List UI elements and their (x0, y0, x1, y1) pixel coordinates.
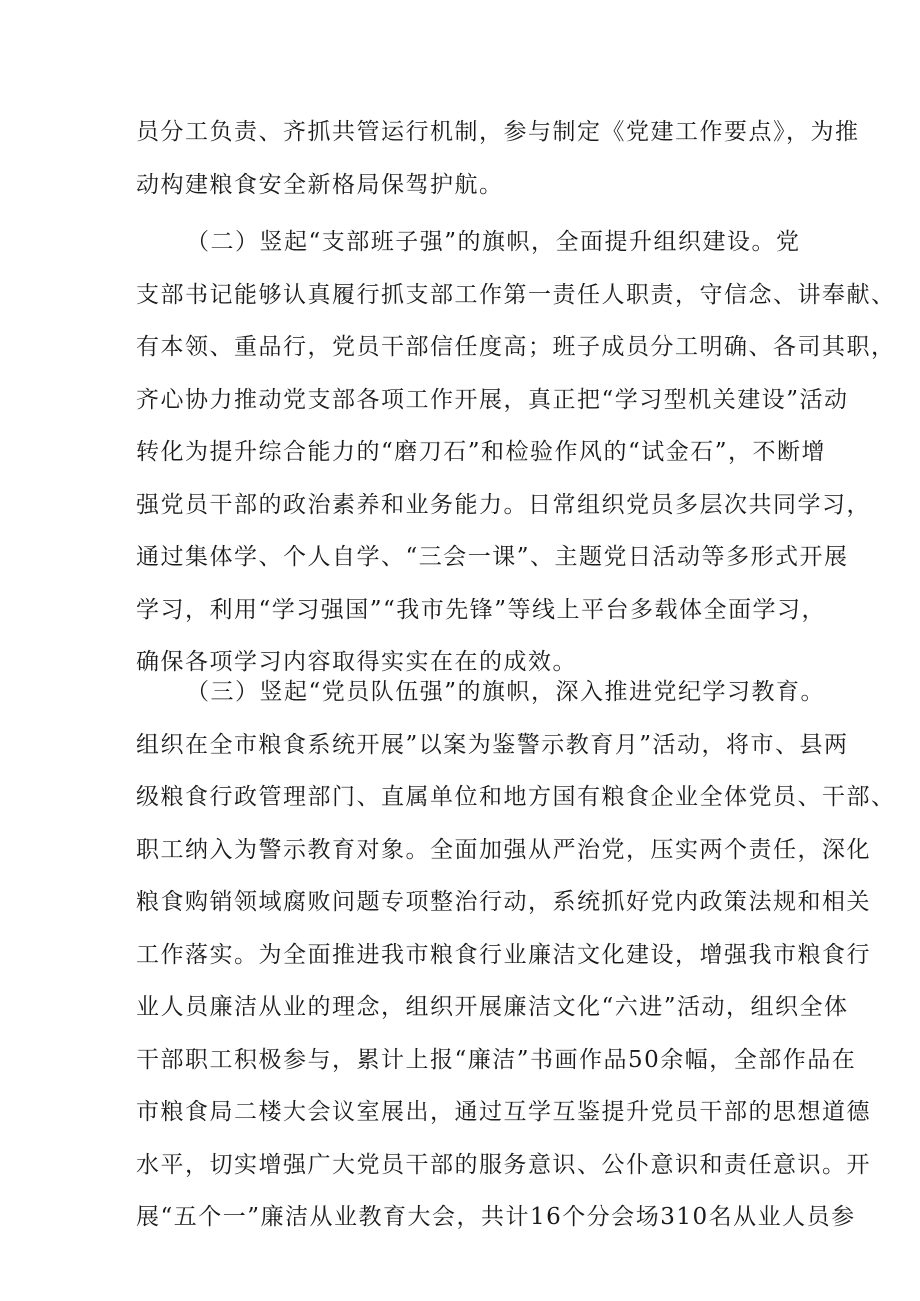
paragraph-2-organization-building (136, 216, 896, 689)
text-line: 支部书记能够认真履行抓支部工作第一责任人职责，守信念、讲奉献、 (136, 281, 896, 308)
text-line: 干部职工积极参与，累计上报“廉洁”书画作品50余幅，全部作品在 (136, 1046, 857, 1073)
text-line: 强党员干部的政治素养和业务能力。日常组织党员多层次共同学习， (136, 491, 871, 518)
text-line: 粮食购销领域腐败问题专项整治行动，系统抓好党内政策法规和相关 (136, 889, 871, 915)
text-line: 市粮食局二楼大会议室展出，通过互学互鉴提升党员干部的思想道德 (136, 1099, 871, 1125)
text-line: 业人员廉洁从业的理念，组织开展廉洁文化“六进”活动，组织全体 (136, 994, 849, 1020)
text-line: 动构建粮食安全新格局保驾护航。 (136, 171, 504, 198)
paragraph-3-party-discipline-education (136, 666, 896, 1244)
text-line: 员分工负责、齐抓共管运行机制，参与制定《党建工作要点》，为推 (136, 119, 860, 145)
text-line: 通过集体学、个人自学、“三会一课”、主题党日活动等多形式开展 (136, 544, 849, 570)
paragraph-heading-line: （三）竖起“党员队伍强”的旗帜，深入推进党纪学习教育。 (186, 679, 826, 705)
text-line: 展“五个一”廉洁从业教育大会，共计16个分会场310名从业人员参 (136, 1204, 856, 1230)
text-line: 齐心协力推动党支部各项工作开展，真正把“学习型机关建设”活动 (136, 386, 849, 413)
text-line: 职工纳入为警示教育对象。全面加强从严治党，压实两个责任，深化 (136, 836, 871, 863)
text-line: 学习，利用“学习强国”“我市先锋”等线上平台多载体全面学习， (136, 596, 827, 623)
paragraph-1 (136, 106, 860, 211)
text-line: 工作落实。为全面推进我市粮食行业廉洁文化建设，增强我市粮食行 (136, 941, 871, 968)
text-line: 确保各项学习内容取得实实在在的成效。 (136, 649, 577, 675)
text-line: 级粮食行政管理部门、直属单位和地方国有粮食企业全体党员、干部、 (136, 784, 896, 810)
text-line: 水平，切实增强广大党员干部的服务意识、公仆意识和责任意识。开 (136, 1151, 871, 1178)
text-line: 组织在全市粮食系统开展”以案为鉴警示教育月”活动，将市、县两 (136, 731, 849, 758)
text-line: 有本领、重品行，党员干部信任度高；班子成员分工明确、各司其职， (136, 334, 896, 360)
paragraph-heading-line: （二）竖起“支部班子强”的旗帜，全面提升组织建设。党 (186, 229, 801, 255)
text-line: 转化为提升综合能力的“磨刀石”和检验作风的“试金石”，不断增 (136, 439, 827, 465)
